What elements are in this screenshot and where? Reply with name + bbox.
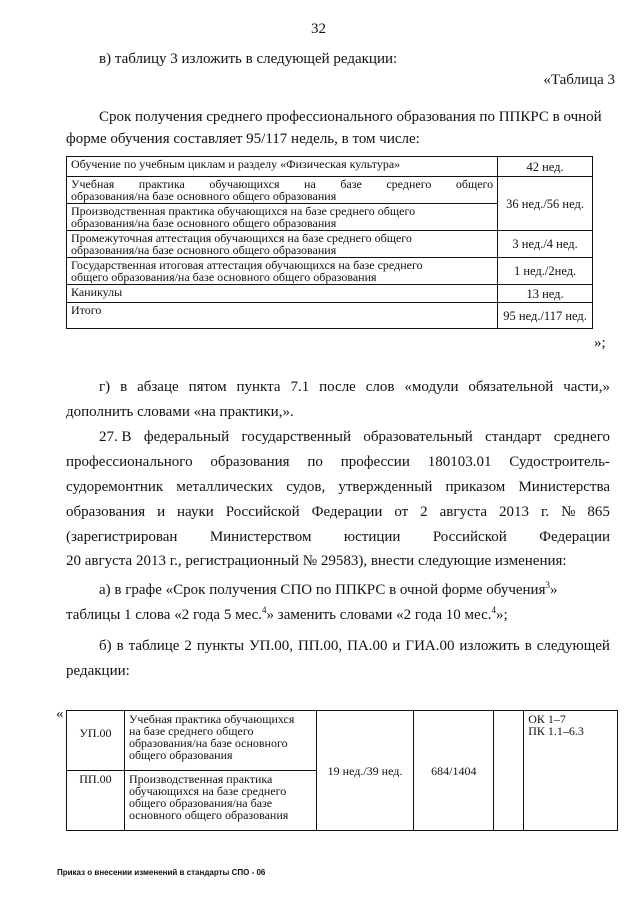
word: слов — [365, 379, 395, 395]
item-b-line-2: редакции: — [66, 663, 130, 679]
item-a-text: таблицы 1 слова «2 года 5 мес. — [66, 607, 263, 623]
word: следующей — [536, 638, 610, 654]
footnote-ref: 3 — [545, 580, 550, 590]
word: 865 — [587, 504, 610, 520]
word: Российской — [225, 504, 300, 520]
table3-label-line: Государственная итоговая аттестация обучающихся на базе среднего — [71, 258, 423, 272]
word: (зарегистрирован — [66, 529, 178, 545]
word: федеральный — [143, 429, 230, 445]
word: среднего — [553, 429, 610, 445]
table3-label: Итого — [67, 303, 498, 329]
table3-close-quote: »; — [594, 335, 606, 351]
word: науки — [177, 504, 214, 520]
table2-empty-cell — [494, 711, 524, 831]
word: в — [524, 638, 532, 654]
table3-label: Обучение по учебным циклам и разделу «Физическая культура» — [67, 157, 498, 177]
table3-value: 1 нед./2нед. — [498, 258, 593, 285]
table3-label-line: Производственная практика обучающихся на базе среднего общего — [71, 204, 416, 218]
word: металлических — [176, 479, 274, 495]
item-g-line-1 — [99, 378, 610, 396]
word: Российской — [432, 529, 507, 545]
table3-row — [67, 303, 593, 329]
para27-line-5 — [66, 528, 610, 546]
word: г. — [540, 504, 550, 520]
word: УП.00, — [249, 638, 294, 654]
word: 2 — [420, 504, 428, 520]
table3-label-line: образования/на базе основного общего образования — [71, 216, 337, 230]
table3-row — [67, 157, 593, 177]
word: в — [120, 379, 128, 395]
table2-description — [124, 711, 316, 771]
word: № — [561, 504, 576, 520]
table2-code: ПП.00 — [67, 771, 125, 831]
word: пятом — [188, 379, 227, 395]
table3-label — [67, 204, 498, 231]
word: государственный — [241, 429, 351, 445]
table3-label-line: образования/на базе основного общего образования — [71, 189, 337, 203]
footer-text: Приказ о внесении изменений в стандарты СПО - 06 — [57, 868, 266, 877]
item-v-text: в) таблицу 3 изложить в следующей редакции: — [99, 51, 398, 67]
word: августа — [439, 504, 488, 520]
word: юстиции — [343, 529, 401, 545]
word: 180103.01 — [427, 454, 492, 470]
page-number: 32 — [311, 21, 326, 37]
word: по — [307, 454, 323, 470]
word: б) — [99, 638, 112, 654]
footnote-ref: 4 — [262, 605, 267, 615]
table3-value: 36 нед./56 нед. — [498, 177, 593, 231]
table2-description-line: общего образования/на базе — [128, 796, 273, 810]
word: Федерации — [311, 504, 383, 520]
word: профессии — [340, 454, 410, 470]
word: пункта — [236, 379, 281, 395]
word: профессионального — [66, 454, 193, 470]
table2-code: УП.00 — [67, 711, 125, 771]
table3-row — [67, 258, 593, 285]
word: г) — [99, 379, 111, 395]
table3-label — [67, 177, 498, 204]
intro-line-2: форме обучения составляет 95/117 недель, в том числе: — [66, 131, 420, 147]
word: после — [319, 379, 356, 395]
table2-description — [124, 771, 316, 831]
word: Федерации — [539, 529, 610, 545]
word: образования — [210, 454, 290, 470]
table2-competency: ПК 1.1–6.3 — [528, 724, 584, 738]
table2-description-line: на базе среднего общего — [128, 724, 254, 738]
table3-label — [67, 231, 498, 258]
item-a-text: » заменить словами «2 года 10 мес. — [266, 607, 492, 623]
table3-row — [67, 177, 593, 204]
table2-competencies — [524, 711, 618, 831]
table-2 — [66, 710, 618, 831]
word: образования — [66, 504, 146, 520]
table3-label-line: Учебная практика обучающихся на базе среднего общего — [71, 177, 494, 191]
para27-line-6: 20 августа 2013 г., регистрационный № 29583), внести следующие изменения: — [66, 553, 567, 569]
word: утвержденный — [338, 479, 433, 495]
para27-line-4 — [66, 503, 610, 521]
item-a-text: » — [549, 582, 558, 598]
table3-label — [67, 258, 498, 285]
word: Министерством — [209, 529, 312, 545]
word: образовательный — [363, 429, 473, 445]
word: изложить — [459, 638, 520, 654]
table3-label-line: общего образования/на базе основного общего образования — [71, 270, 377, 284]
footnote-ref: 4 — [491, 605, 496, 615]
word: ПА.00 — [347, 638, 388, 654]
item-g-line-2: дополнить словами «на практики,». — [66, 404, 294, 420]
table2-description-line: общего образования — [128, 748, 233, 762]
table3-label-line: Промежуточная аттестация обучающихся на базе среднего общего — [71, 231, 412, 245]
table2-description-line: Производственная практика — [128, 772, 273, 786]
word: таблице — [128, 638, 180, 654]
item-a-line-2 — [66, 606, 508, 624]
word: и — [392, 638, 401, 654]
word: абзаце — [137, 379, 179, 395]
word: и — [157, 504, 166, 520]
para27-line-3 — [66, 478, 610, 496]
table3-label-line: образования/на базе основного общего образования — [71, 243, 337, 257]
para27-line-2 — [66, 453, 610, 471]
word: приказом — [445, 479, 506, 495]
item-b-line-1 — [99, 637, 610, 655]
word: Судостроитель- — [509, 454, 610, 470]
word: судов, — [286, 479, 326, 495]
table2-description-line: Учебная практика обучающихся — [128, 712, 295, 726]
word: 27. В — [99, 429, 132, 445]
table3-value: 13 нед. — [498, 285, 593, 303]
table-3 — [66, 156, 593, 329]
word: 2 — [184, 638, 192, 654]
table2-hours: 684/1404 — [414, 711, 494, 831]
word: части,» — [563, 379, 610, 395]
word: Министерства — [518, 479, 610, 495]
table2-row — [67, 711, 618, 771]
item-a-text: а) в графе «Срок получения СПО по ППКРС в очной форме обучения — [99, 582, 546, 598]
word: «модули — [404, 379, 459, 395]
table3-row — [67, 231, 593, 258]
table2-description-line: обучающихся на базе среднего — [128, 784, 287, 798]
word: судоремонтник — [66, 479, 164, 495]
word: от — [394, 504, 409, 520]
table3-row — [67, 285, 593, 303]
intro-line-1: Срок получения среднего профессионального образования по ППКРС в очной — [99, 109, 602, 125]
word: ГИА.00 — [405, 638, 455, 654]
para27-line-1 — [99, 428, 610, 446]
word: 2013 — [499, 504, 529, 520]
table2-open-quote: « — [56, 706, 64, 722]
table2-weeks: 19 нед./39 нед. — [316, 711, 414, 831]
table3-value: 3 нед./4 нед. — [498, 231, 593, 258]
word: ПП.00, — [297, 638, 343, 654]
word: в — [116, 638, 124, 654]
word: пункты — [196, 638, 245, 654]
table3-value: 42 нед. — [498, 157, 593, 177]
word: обязательной — [468, 379, 554, 395]
table3-label: Каникулы — [67, 285, 498, 303]
table3-value: 95 нед./117 нед. — [498, 303, 593, 329]
word: 7.1 — [290, 379, 310, 395]
item-a-text: »; — [496, 607, 508, 623]
table2-description-line: основного общего образования — [128, 808, 289, 822]
table2-competency: ОК 1–7 — [528, 712, 566, 726]
table2-description-line: образования/на базе основного — [128, 736, 288, 750]
item-a-line-1 — [99, 581, 557, 599]
table3-reference: «Таблица 3 — [543, 72, 615, 88]
word: стандарт — [485, 429, 542, 445]
